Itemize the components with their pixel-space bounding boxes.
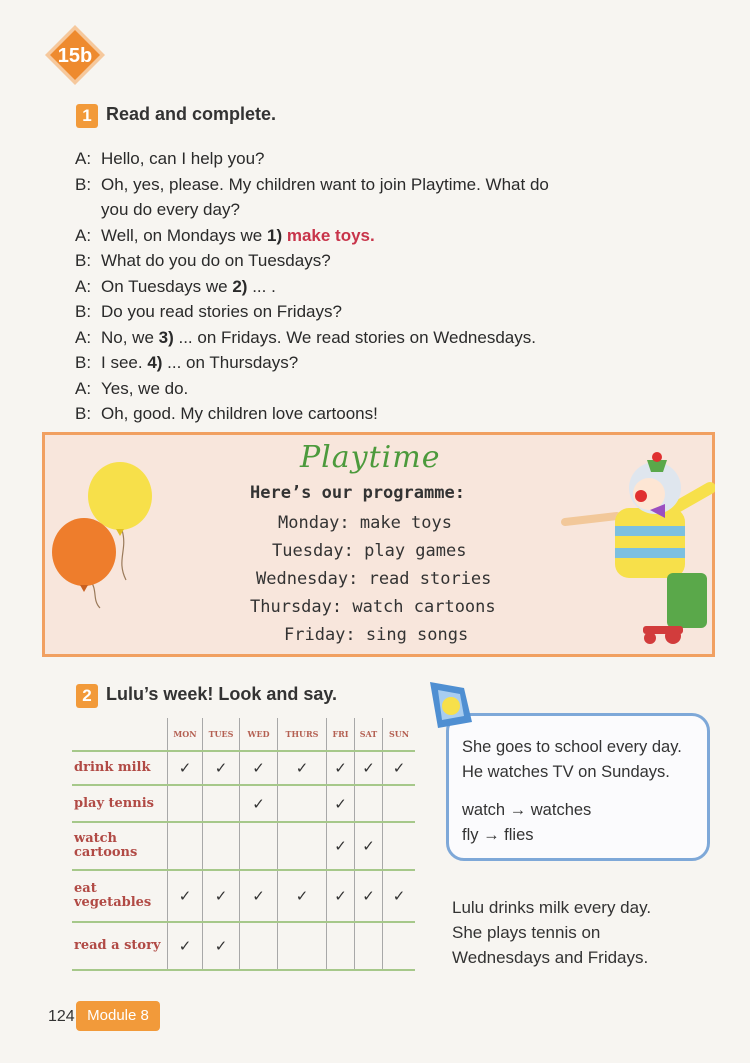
programme-item: Thursday: watch cartoons	[250, 597, 496, 617]
tick-cell	[203, 785, 240, 822]
tick-cell	[355, 922, 383, 970]
tick-cell: ✓	[278, 870, 327, 922]
activity-label: watch cartoons	[72, 822, 168, 870]
activity-label: drink milk	[72, 751, 168, 785]
spotlight-icon	[420, 676, 482, 738]
dialogue-line: B: Oh, good. My children love cartoons!	[75, 404, 378, 423]
dialogue	[75, 146, 549, 427]
exercise-2-header	[76, 684, 337, 708]
tick-cell: ✓	[327, 870, 355, 922]
dialogue-line: A: Well, on Mondays we 1) make toys.	[75, 225, 375, 245]
exercise-number: 2	[76, 684, 98, 708]
table-row	[72, 751, 415, 785]
example-answer: make toys.	[286, 225, 375, 245]
tick-cell	[383, 922, 416, 970]
day-header: FRI	[327, 718, 355, 751]
day-header: SAT	[355, 718, 383, 751]
tick-cell	[240, 822, 278, 870]
module-tab: Module 8	[76, 1001, 160, 1031]
programme-item: Monday: make toys	[278, 513, 452, 533]
dialogue-line: B: What do you do on Tuesdays?	[75, 251, 331, 270]
tick-cell	[278, 785, 327, 822]
tick-cell	[327, 922, 355, 970]
day-header: MON	[168, 718, 203, 751]
tick-cell	[168, 785, 203, 822]
exercise-1-header	[76, 104, 276, 128]
tick-cell: ✓	[240, 751, 278, 785]
tick-cell: ✓	[355, 870, 383, 922]
tick-cell	[383, 822, 416, 870]
grammar-rule: fly → flies	[462, 826, 534, 844]
exercise-title: Read and complete.	[106, 104, 277, 125]
tick-cell: ✓	[327, 822, 355, 870]
tick-cell: ✓	[278, 751, 327, 785]
week-table	[72, 718, 415, 971]
example-sentences: Lulu drinks milk every day. She plays tennis on Wednesdays and Fridays.	[452, 898, 652, 967]
tick-cell	[203, 822, 240, 870]
tick-cell	[168, 822, 203, 870]
dialogue-line: you do every day?	[101, 200, 240, 219]
tick-cell	[278, 922, 327, 970]
grammar-text	[462, 735, 682, 848]
exercise-number: 1	[76, 104, 98, 128]
balloons-illustration	[50, 460, 160, 610]
tick-cell: ✓	[355, 751, 383, 785]
programme-item: Wednesday: read stories	[256, 569, 492, 589]
table-row	[72, 822, 415, 870]
grammar-rule: watch → watches	[462, 801, 592, 819]
tick-cell: ✓	[383, 870, 416, 922]
tick-cell: ✓	[355, 822, 383, 870]
table-row	[72, 785, 415, 822]
tick-cell	[355, 785, 383, 822]
tick-cell	[278, 822, 327, 870]
playtime-title: Playtime	[300, 440, 441, 475]
page-number: 124	[48, 1008, 75, 1025]
grammar-line: He watches TV on Sundays.	[462, 763, 670, 781]
tick-cell: ✓	[240, 870, 278, 922]
tick-cell: ✓	[168, 870, 203, 922]
dialogue-line: A: Hello, can I help you?	[75, 149, 265, 168]
tick-cell: ✓	[327, 785, 355, 822]
activity-label: play tennis	[72, 785, 168, 822]
day-header: WED	[240, 718, 278, 751]
activity-label: read a story	[72, 922, 168, 970]
grammar-line: She goes to school every day.	[462, 738, 682, 756]
day-header: THURS	[278, 718, 327, 751]
tick-cell: ✓	[383, 751, 416, 785]
day-header: TUES	[203, 718, 240, 751]
tick-cell: ✓	[203, 870, 240, 922]
tick-cell	[383, 785, 416, 822]
day-header: SUN	[383, 718, 416, 751]
tick-cell: ✓	[240, 785, 278, 822]
table-row	[72, 922, 415, 970]
activity-label: eat vegetables	[72, 870, 168, 922]
dialogue-line: A: On Tuesdays we 2) ... .	[75, 276, 276, 296]
dialogue-line: A: No, we 3) ... on Fridays. We read stories on Wednesdays.	[75, 327, 536, 347]
dialogue-line: B: I see. 4) ... on Thursdays?	[75, 353, 299, 372]
tick-cell: ✓	[327, 751, 355, 785]
clown-illustration	[555, 448, 715, 658]
dialogue-line: B: Oh, yes, please. My children want to join Playtime. What do	[75, 174, 549, 194]
tick-cell: ✓	[168, 751, 203, 785]
tick-cell: ✓	[203, 922, 240, 970]
programme-heading: Here’s our programme:	[250, 483, 465, 503]
programme-item: Friday: sing songs	[284, 625, 469, 645]
unit-badge	[44, 24, 106, 86]
tick-cell	[240, 922, 278, 970]
table-row	[72, 870, 415, 922]
unit-badge-label: 15b	[57, 45, 93, 67]
programme-item: Tuesday: play games	[272, 541, 467, 561]
tick-cell: ✓	[203, 751, 240, 785]
exercise-title: Lulu’s week! Look and say.	[106, 684, 338, 705]
dialogue-line: B: Do you read stories on Fridays?	[75, 302, 342, 321]
dialogue-line: A: Yes, we do.	[75, 378, 189, 398]
tick-cell: ✓	[168, 922, 203, 970]
